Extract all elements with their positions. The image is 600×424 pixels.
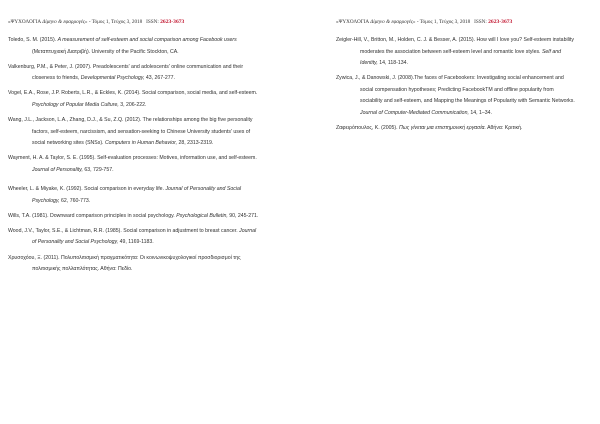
reference-entry: Wang, J.L., Jackson, L.A., Zhang, D.J., & Su, Z.Q. (2012). The relationships among the big five personality factors, self-esteem, narcissism, and sensation-seeking to Chinese University students' uses of social networking sites (SNSs). Computers in Human Behavior, 28, 2313-2319.: [8, 117, 253, 147]
journal-name: «ΨΥΧΟΛΟΓΙΑ: [8, 19, 43, 25]
reference-entry: Ζαφειρόπουλος, Κ. (2005). Πως γίνεται μια επιστημονική εργασία. Αθήνα: Κριτική.: [336, 125, 523, 132]
reference-entry: Valkenburg, P.M., & Peter, J. (2007). Preadolescents' and adolescents' online communication and their closeness to friends, Developmental Psychology, 43, 267-277.: [8, 63, 244, 82]
journal-name: «ΨΥΧΟΛΟΓΙΑ: [336, 19, 371, 25]
issn-number: 2623-3673: [160, 19, 185, 25]
reference-entry: Wood, J.V., Taylor, S.E., & Lichtman, R.R. (1985). Social comparison in adjustment to breast cancer. Journal of Personality and Social Psychology, 49, 1169-1183.: [8, 227, 257, 246]
issn-number: 2623-3673: [488, 19, 513, 25]
right-page: [300, 0, 600, 424]
reference-entry: Wills, T.A. (1981). Downward comparison principles in social psychology. Psychological Bulletin, 90, 245-271.: [8, 212, 259, 219]
running-header: [336, 19, 600, 25]
reference-entry: Wayment, H. A. & Taylor, S. E. (1995). Self-evaluation processes: Motives, information use, and self-esteem. Journal of Personality, 63, 729-757.: [8, 155, 257, 173]
reference-entry: Zywica, J., & Danowski, J. (2008).The faces of Facebookers: Investigating social enhancement and social compensation hypotheses; Predicting FacebookTM and offline popularity from sociability and self-esteem, and Mapping the Meanings of Popularity with Semantic Networks. Journal of Computer-Mediated Communication, 14, 1–34.: [336, 75, 575, 117]
issn-label: ISSN:: [474, 19, 487, 25]
reference-entry: Zeigler-Hill, V., Britton, M., Holden, C. J. & Besser, A. (2015). How will I love you? Self-esteem instability moderates the association between self-esteem level and romantic love styles. Self and Identity, 14, 118-134.: [336, 37, 574, 67]
issue-info: - Τόμος 1, Τεύχος 3, 2018: [415, 19, 471, 25]
reference-entry: Wheeler, L. & Miyake, K. (1992). Social comparison in everyday life. Journal of Personality and Social Psychology, 62, 760-773.: [8, 186, 241, 204]
reference-entry: Toledo, S. M. (2015). A measurement of self-esteem and social comparison among Facebook users (Μεταπτυχιακή Διατριβή). University of the Pacific Stockton, CA.: [8, 37, 237, 55]
issn-label: ISSN:: [146, 19, 159, 25]
running-header: [8, 19, 300, 25]
reference-entry: Vogel, E.A., Rose, J.P. Roberts, L.R., & Eckles, K. (2014). Social comparison, social media, and self-esteem. Psychology of Popular Media Culture, 3, 206-222.: [8, 90, 258, 108]
issue-info: - Τόμος 1, Τεύχος 3, 2018: [87, 19, 143, 25]
journal-subtitle: Δίμηνο & εφαρμογές»: [42, 19, 88, 25]
journal-subtitle: Δίμηνο & εφαρμογές»: [370, 19, 416, 25]
reference-entry: Χρυσοχόου, Ξ. (2011). Πολυπολιτισμική πραγματικότητα: Οι κοινωνικοψυχολογικοί προσδιορισμοί της πολιτισμικής πολλαπλότητας. Αθήνα: Πεδίο.: [8, 254, 241, 273]
